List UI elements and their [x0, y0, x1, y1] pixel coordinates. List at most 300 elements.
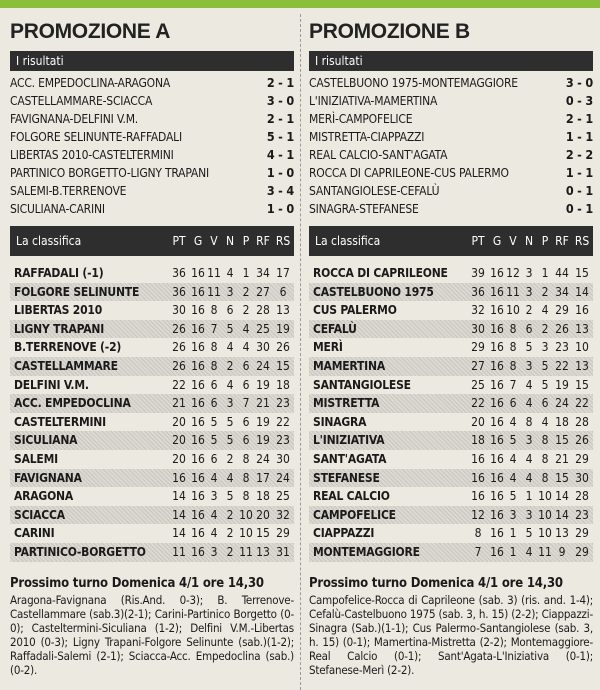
match-name: FOLGORE SELINUNTE-RAFFADALI: [10, 130, 182, 144]
stat-cell: 15: [555, 470, 569, 485]
standings-row: [309, 376, 593, 395]
match-score: 1 - 0: [266, 201, 294, 216]
stat-cell: 25: [276, 489, 290, 504]
column-header: PT: [471, 234, 485, 248]
stat-cell: 16: [490, 284, 504, 299]
stat-cell: 23: [276, 433, 290, 448]
stat-cell: 16: [191, 507, 205, 522]
stat-cell: 20: [172, 451, 186, 466]
standings-row: [10, 469, 294, 488]
stat-cell: 14: [172, 526, 186, 541]
stat-cell: 6: [242, 433, 250, 448]
stat-cell: 16: [490, 396, 504, 411]
match-name: SANTANGIOLESE-CEFALÙ: [309, 184, 440, 198]
result-row: [10, 164, 294, 182]
stat-cell: 20: [172, 433, 186, 448]
stat-cell: 3: [525, 358, 533, 373]
stat-cell: 1: [541, 266, 549, 280]
stat-cell: 8: [242, 470, 250, 485]
stat-cell: 10: [239, 507, 253, 522]
stat-cell: 4: [525, 377, 533, 392]
match-score: 3 - 0: [266, 93, 294, 108]
team-name: CASTELLAMMARE: [14, 358, 118, 373]
result-row: [309, 128, 593, 146]
column-header: RS: [574, 234, 590, 248]
stat-cell: 3: [226, 396, 234, 411]
stat-cell: 39: [471, 266, 485, 280]
stat-cell: 15: [575, 266, 589, 280]
stat-cell: 29: [555, 303, 569, 318]
stat-cell: 19: [256, 377, 270, 392]
match-score: 2 - 1: [565, 111, 593, 126]
team-name: B.TERRENOVE (-2): [14, 340, 122, 355]
column-header: PT: [172, 234, 186, 248]
stat-cell: 1: [525, 489, 533, 504]
match-name: FAVIGNANA-DELFINI V.M.: [10, 112, 139, 126]
stat-cell: 4: [541, 303, 549, 318]
stat-cell: 17: [276, 266, 290, 280]
result-row: [309, 182, 593, 200]
team-name: SICULIANA: [14, 433, 78, 448]
standings-row: [309, 283, 593, 302]
stat-cell: 22: [471, 396, 485, 411]
stat-cell: 7: [509, 377, 517, 392]
standings-table: [10, 264, 294, 562]
result-row: [10, 128, 294, 146]
standings-row: [309, 264, 593, 283]
stat-cell: 20: [172, 414, 186, 429]
stat-cell: 4: [226, 377, 234, 392]
stat-cell: 27: [256, 284, 270, 299]
standings-row: [309, 301, 593, 320]
stat-cell: 4: [226, 266, 234, 280]
stat-cell: 24: [256, 451, 270, 466]
match-name: SINAGRA-STEFANESE: [309, 202, 419, 216]
team-name: L'INIZIATIVA: [313, 433, 385, 448]
stat-cell: 28: [256, 303, 270, 318]
stat-cell: 14: [555, 507, 569, 522]
stat-cell: 5: [226, 433, 234, 448]
stat-cell: 10: [538, 489, 552, 504]
match-score: 0 - 3: [565, 93, 593, 108]
stat-cell: 30: [256, 340, 270, 355]
stat-cell: 22: [172, 377, 186, 392]
stat-cell: 16: [490, 433, 504, 448]
column-header: RS: [275, 234, 291, 248]
column-divider: [300, 14, 301, 690]
next-round-heading: Prossimo turno Domenica 4/1 ore 14,30: [309, 575, 563, 591]
stat-cell: 3: [509, 507, 517, 522]
standings-table: [309, 264, 593, 562]
stat-cell: 25: [256, 321, 270, 336]
stat-cell: 5: [525, 340, 533, 355]
stat-cell: 32: [471, 303, 485, 318]
result-row: [10, 74, 294, 92]
stat-cell: 16: [191, 414, 205, 429]
stat-cell: 23: [575, 507, 589, 522]
stat-cell: 4: [509, 451, 517, 466]
stat-cell: 20: [471, 414, 485, 429]
stat-cell: 4: [525, 451, 533, 466]
stat-cell: 16: [490, 507, 504, 522]
match-name: SALEMI-B.TERRENOVE: [10, 184, 127, 198]
team-name: SALEMI: [14, 451, 58, 466]
stat-cell: 36: [172, 266, 186, 280]
stat-cell: 17: [256, 470, 270, 485]
stat-cell: 20: [256, 507, 270, 522]
stat-cell: 4: [210, 507, 218, 522]
stat-cell: 10: [538, 526, 552, 541]
stat-cell: 8: [210, 303, 218, 318]
match-name: SICULIANA-CARINI: [10, 202, 105, 216]
column-header: V: [210, 234, 218, 248]
stat-cell: 21: [256, 396, 270, 411]
stat-cell: 6: [210, 396, 218, 411]
stat-cell: 29: [575, 526, 589, 541]
standings-row: [309, 450, 593, 469]
stat-cell: 6: [541, 396, 549, 411]
team-name: REAL CALCIO: [313, 489, 390, 504]
promozione-a-section: [10, 14, 294, 686]
team-name: SANT'AGATA: [313, 451, 387, 466]
stat-cell: 6: [210, 451, 218, 466]
stat-cell: 30: [471, 321, 485, 336]
standings-row: [309, 543, 593, 562]
standings-header: [309, 226, 593, 256]
stat-cell: 23: [276, 396, 290, 411]
stat-cell: 16: [471, 470, 485, 485]
stat-cell: 1: [509, 544, 517, 559]
stat-cell: 16: [191, 340, 205, 355]
stat-cell: 4: [525, 470, 533, 485]
stat-cell: 8: [210, 358, 218, 373]
stat-cell: 30: [276, 451, 290, 466]
standings-row: [309, 524, 593, 543]
result-row: [309, 74, 593, 92]
stat-cell: 19: [256, 433, 270, 448]
column-header: G: [193, 234, 203, 248]
standings-row: [309, 487, 593, 506]
match-name: MISTRETTA-CIAPPAZZI: [309, 130, 425, 144]
team-name: CARINI: [14, 526, 55, 541]
stat-cell: 13: [575, 321, 589, 336]
stat-cell: 16: [191, 303, 205, 318]
stat-cell: 8: [541, 470, 549, 485]
stat-cell: 16: [191, 544, 205, 559]
stat-cell: 3: [525, 507, 533, 522]
standings-row: [309, 320, 593, 339]
match-score: 1 - 1: [565, 165, 593, 180]
stat-cell: 26: [575, 433, 589, 448]
stat-cell: 3: [226, 284, 234, 299]
stat-cell: 8: [509, 358, 517, 373]
match-score: 3 - 0: [565, 75, 593, 90]
stat-cell: 1: [242, 266, 250, 280]
stat-cell: 16: [191, 526, 205, 541]
stat-cell: 4: [509, 414, 517, 429]
stat-cell: 7: [474, 544, 482, 559]
stat-cell: 2: [226, 358, 234, 373]
stat-cell: 6: [242, 377, 250, 392]
results-header: I risultati: [10, 51, 294, 71]
stat-cell: 18: [555, 414, 569, 429]
team-name: CAMPOFELICE: [313, 507, 396, 522]
next-round-fixtures: Campofelice-Rocca di Caprileone (sab. 3) (ris. and. 1-4); Cefalù-Castelbuono 1975 (sab. 3, h. 15) (2-2); Ciappazzi-Sinagra (Sab.)(1-1); Cus Palermo-Santangiolese (sab. 3, h. 15) (0-1); Mamertina-Mistretta (2-2); Montemaggiore-Real Calcio (0-1); Sant'Agata-L'Iniziativa (0-1); Stefanese-Merì (2-2).: [309, 592, 593, 677]
standings-row: [10, 543, 294, 562]
standings-row: [309, 357, 593, 376]
stat-cell: 21: [172, 396, 186, 411]
team-name: CUS PALERMO: [313, 303, 397, 318]
standings-row: [10, 301, 294, 320]
stat-cell: 16: [191, 284, 205, 299]
team-name: FAVIGNANA: [14, 470, 82, 485]
result-row: [309, 200, 593, 218]
team-name: CIAPPAZZI: [313, 526, 375, 541]
result-row: [10, 110, 294, 128]
stat-cell: 16: [191, 396, 205, 411]
stat-cell: 4: [226, 470, 234, 485]
stat-cell: 16: [471, 451, 485, 466]
standings-row: [309, 469, 593, 488]
stat-cell: 6: [509, 396, 517, 411]
stat-cell: 3: [210, 544, 218, 559]
stat-cell: 16: [490, 377, 504, 392]
standings-row: [10, 506, 294, 525]
section-title: PROMOZIONE A: [10, 20, 171, 43]
stat-cell: 30: [575, 470, 589, 485]
stat-cell: 32: [276, 507, 290, 522]
stat-cell: 26: [555, 321, 569, 336]
stat-cell: 8: [474, 526, 482, 541]
match-name: ROCCA DI CAPRILEONE-CUS PALERMO: [309, 166, 509, 180]
next-round: [10, 575, 294, 677]
stat-cell: 2: [525, 303, 533, 318]
standings-row: [10, 357, 294, 376]
stat-cell: 15: [555, 433, 569, 448]
stat-cell: 4: [210, 526, 218, 541]
stat-cell: 15: [575, 377, 589, 392]
column-header: G: [492, 234, 502, 248]
stat-cell: 16: [490, 266, 504, 280]
stat-cell: 5: [509, 489, 517, 504]
standings-row: [309, 338, 593, 357]
team-name: SANTANGIOLESE: [313, 377, 411, 392]
standings-header: [10, 226, 294, 256]
stat-cell: 6: [525, 321, 533, 336]
stat-cell: 19: [256, 414, 270, 429]
stat-cell: 24: [256, 358, 270, 373]
results-header: I risultati: [309, 51, 593, 71]
result-row: [10, 200, 294, 218]
team-name: ROCCA DI CAPRILEONE: [313, 266, 448, 280]
stat-cell: 2: [242, 303, 250, 318]
stat-cell: 9: [558, 544, 566, 559]
stat-cell: 36: [471, 284, 485, 299]
standings-row: [10, 320, 294, 339]
stat-cell: 4: [242, 340, 250, 355]
standings-row: [309, 506, 593, 525]
next-round-heading: Prossimo turno Domenica 4/1 ore 14,30: [10, 575, 264, 591]
stat-cell: 26: [172, 321, 186, 336]
stat-cell: 26: [172, 358, 186, 373]
stat-cell: 6: [210, 377, 218, 392]
stat-cell: 16: [490, 489, 504, 504]
stat-cell: 2: [226, 507, 234, 522]
match-name: MERÌ-CAMPOFELICE: [309, 112, 413, 126]
stat-cell: 27: [471, 358, 485, 373]
column-header: N: [524, 234, 534, 248]
stat-cell: 6: [242, 414, 250, 429]
match-name: ACC. EMPEDOCLINA-ARAGONA: [10, 76, 171, 90]
stat-cell: 16: [191, 470, 205, 485]
stat-cell: 4: [210, 470, 218, 485]
standings-label: La classifica: [315, 234, 381, 248]
stat-cell: 16: [490, 358, 504, 373]
stat-cell: 2: [226, 544, 234, 559]
top-color-stripe: [0, 0, 600, 8]
stat-cell: 14: [172, 489, 186, 504]
stat-cell: 22: [555, 358, 569, 373]
stat-cell: 29: [471, 340, 485, 355]
stat-cell: 6: [242, 358, 250, 373]
match-name: REAL CALCIO-SANT'AGATA: [309, 148, 448, 162]
stat-cell: 16: [191, 433, 205, 448]
stat-cell: 11: [239, 544, 253, 559]
stat-cell: 5: [210, 433, 218, 448]
result-row: [309, 164, 593, 182]
stat-cell: 3: [541, 340, 549, 355]
stat-cell: 16: [172, 470, 186, 485]
column-header: P: [541, 234, 549, 248]
stat-cell: 16: [490, 414, 504, 429]
stat-cell: 28: [575, 489, 589, 504]
team-name: MONTEMAGGIORE: [313, 544, 420, 559]
team-name: FOLGORE SELINUNTE: [14, 284, 140, 299]
stat-cell: 2: [541, 284, 549, 299]
stat-cell: 5: [226, 414, 234, 429]
stat-cell: 2: [242, 284, 250, 299]
standings-row: [10, 524, 294, 543]
stat-cell: 16: [490, 451, 504, 466]
stat-cell: 19: [555, 377, 569, 392]
column-header: RF: [256, 234, 270, 248]
stat-cell: 13: [555, 526, 569, 541]
stat-cell: 16: [490, 544, 504, 559]
column-header: P: [242, 234, 250, 248]
result-row: [10, 92, 294, 110]
standings-row: [10, 338, 294, 357]
standings-row: [10, 413, 294, 432]
stat-cell: 4: [525, 544, 533, 559]
results-list: [10, 74, 294, 218]
standings-row: [10, 394, 294, 413]
stat-cell: 44: [555, 266, 569, 280]
stat-cell: 15: [276, 358, 290, 373]
stat-cell: 5: [541, 377, 549, 392]
stat-cell: 16: [471, 489, 485, 504]
section-title: PROMOZIONE B: [309, 20, 470, 43]
stat-cell: 31: [276, 544, 290, 559]
stat-cell: 18: [276, 377, 290, 392]
match-score: 1 - 0: [266, 165, 294, 180]
stat-cell: 5: [226, 489, 234, 504]
stat-cell: 34: [555, 284, 569, 299]
result-row: [309, 146, 593, 164]
standings-row: [10, 376, 294, 395]
next-round: [309, 575, 593, 677]
stat-cell: 16: [191, 377, 205, 392]
stat-cell: 11: [538, 544, 552, 559]
result-row: [309, 92, 593, 110]
stat-cell: 24: [276, 470, 290, 485]
stat-cell: 8: [210, 340, 218, 355]
team-name: RAFFADALI (-1): [14, 266, 104, 280]
team-name: LIGNY TRAPANI: [14, 321, 105, 336]
result-row: [309, 110, 593, 128]
stat-cell: 29: [575, 544, 589, 559]
stat-cell: 5: [541, 358, 549, 373]
stat-cell: 11: [207, 284, 221, 299]
standings-row: [309, 394, 593, 413]
team-name: MISTRETTA: [313, 396, 380, 411]
stat-cell: 19: [276, 321, 290, 336]
stat-cell: 29: [276, 526, 290, 541]
stat-cell: 14: [172, 507, 186, 522]
column-header: N: [225, 234, 235, 248]
stat-cell: 26: [172, 340, 186, 355]
stat-cell: 8: [509, 321, 517, 336]
team-name: CASTELTERMINI: [14, 414, 106, 429]
stat-cell: 16: [191, 358, 205, 373]
stat-cell: 30: [172, 303, 186, 318]
stat-cell: 18: [471, 433, 485, 448]
match-name: CASTELBUONO 1975-MONTEMAGGIORE: [309, 76, 518, 90]
column-header: RF: [555, 234, 569, 248]
stat-cell: 16: [191, 489, 205, 504]
standings-row: [10, 264, 294, 283]
stat-cell: 4: [541, 414, 549, 429]
stat-cell: 16: [575, 303, 589, 318]
result-row: [10, 182, 294, 200]
standings-row: [10, 431, 294, 450]
team-name: PARTINICO-BORGETTO: [14, 544, 146, 559]
stat-cell: 13: [256, 544, 270, 559]
team-name: LIBERTAS 2010: [14, 303, 103, 318]
stat-cell: 18: [256, 489, 270, 504]
column-header: V: [509, 234, 517, 248]
stat-cell: 2: [226, 526, 234, 541]
standings-row: [309, 431, 593, 450]
promozione-b-section: [309, 14, 593, 686]
stat-cell: 11: [207, 266, 221, 280]
stat-cell: 16: [191, 266, 205, 280]
next-round-fixtures: Aragona-Favignana (Ris.And. 0-3); B. Terrenove-Castellammare (sab.3)(2-1); Carini-Partinico Borgetto (0-0); Casteltermini-Siculiana (1-2); Delfini V.M.-Libertas 2010 (0-3); Ligny Trapani-Folgore Selinunte (sab.)(1-2); Raffadali-Salemi (2-1); Sciacca-Acc. Empedoclina (sab.) (0-2).: [10, 592, 294, 677]
stat-cell: 16: [490, 340, 504, 355]
stat-cell: 36: [172, 284, 186, 299]
stat-cell: 3: [210, 489, 218, 504]
standings-row: [10, 283, 294, 302]
stat-cell: 22: [276, 414, 290, 429]
team-name: SCIACCA: [14, 507, 65, 522]
stat-cell: 3: [525, 284, 533, 299]
stat-cell: 13: [276, 303, 290, 318]
stat-cell: 2: [226, 451, 234, 466]
stat-cell: 16: [490, 303, 504, 318]
stat-cell: 3: [525, 266, 533, 280]
result-row: [10, 146, 294, 164]
stat-cell: 16: [490, 470, 504, 485]
stat-cell: 21: [555, 451, 569, 466]
